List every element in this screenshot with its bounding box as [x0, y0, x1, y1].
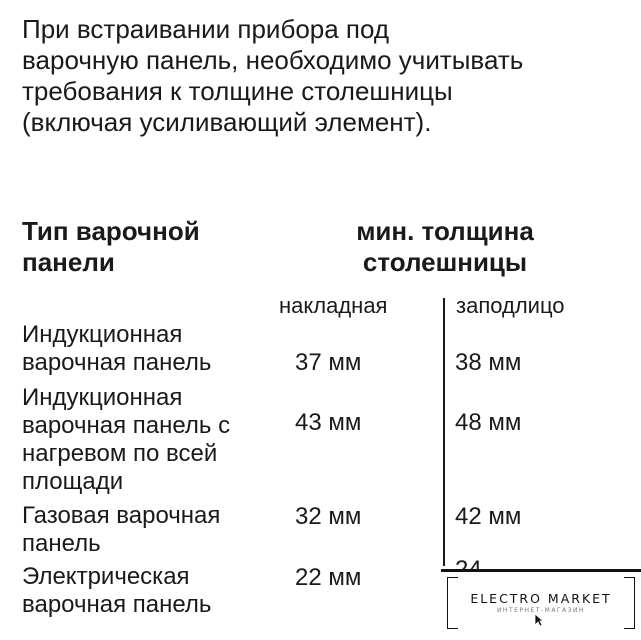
watermark-rule: [441, 569, 641, 572]
cursor-icon: [534, 613, 544, 627]
hob-type-label-line: Газовая варочная: [22, 502, 221, 529]
header-hob-type-line: Тип варочной: [22, 216, 200, 246]
overlay-value: 37 мм: [295, 349, 362, 376]
hob-type-label-line: площади: [22, 468, 124, 495]
hob-type-label-line: варочная панель: [22, 591, 212, 618]
header-hob-type: [22, 216, 200, 278]
intro-line: требования к толщине столешницы: [22, 76, 453, 106]
flush-value: 42 мм: [455, 503, 522, 530]
electro-market-watermark: [441, 569, 641, 640]
hob-type-label-line: варочная панель с: [22, 412, 231, 439]
header-min-thickness-line: мин. толщина: [356, 216, 534, 246]
hob-type-label: [22, 321, 282, 377]
overlay-value: 22 мм: [295, 564, 362, 591]
header-hob-type-line: панели: [22, 247, 115, 277]
intro-line: варочную панель, необходимо учитывать: [22, 45, 524, 75]
hob-type-label-line: варочная панель: [22, 349, 212, 376]
hob-type-label-line: панель: [22, 530, 101, 557]
overlay-value: 43 мм: [295, 409, 362, 436]
column-divider: [443, 298, 445, 566]
flush-value: 38 мм: [455, 349, 522, 376]
hob-type-label-line: нагревом по всей: [22, 440, 218, 467]
hob-type-label-line: Индукционная: [22, 321, 183, 348]
column-header-flush: заподлицо: [456, 293, 565, 318]
hob-type-label: [22, 384, 282, 496]
hob-type-label-line: Индукционная: [22, 384, 183, 411]
column-header-overlay: накладная: [279, 293, 388, 318]
hob-type-label: [22, 502, 282, 558]
intro-line: (включая усиливающий элемент).: [22, 107, 432, 137]
header-min-thickness: [300, 216, 590, 278]
flush-value-partial: [455, 556, 482, 568]
watermark-tagline: ИНТЕРНЕТ-МАГАЗИН: [496, 607, 586, 614]
intro-text: [22, 14, 632, 138]
hob-type-label-line: Электрическая: [22, 563, 190, 590]
flush-value: 48 мм: [455, 409, 522, 436]
header-min-thickness-line: столешницы: [362, 247, 528, 277]
watermark-name: ELECTRO MARKET: [470, 591, 612, 606]
overlay-value: 32 мм: [295, 503, 362, 530]
hob-type-label: [22, 563, 282, 619]
intro-line: При встраивании прибора под: [22, 14, 390, 44]
